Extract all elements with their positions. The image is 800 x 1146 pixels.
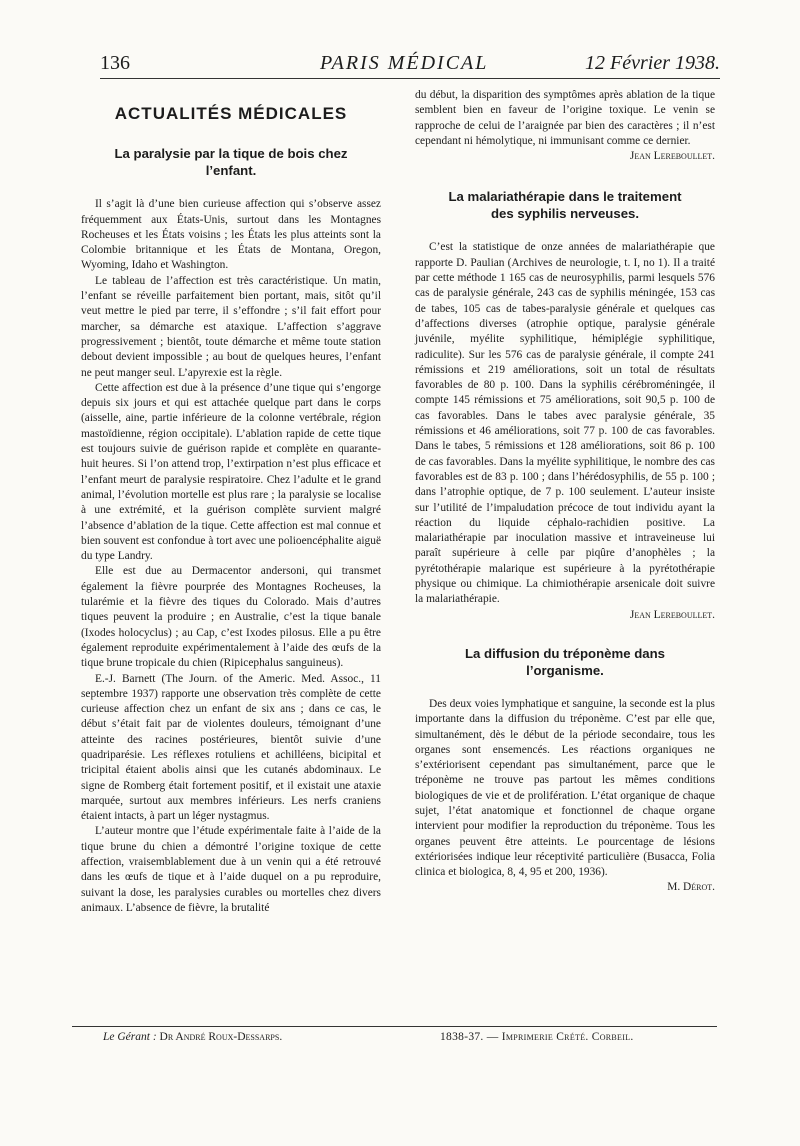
left-column bbox=[81, 88, 381, 916]
gerant-name: Dr André Roux-Dessarps. bbox=[159, 1031, 283, 1043]
footer-gerant bbox=[103, 1031, 282, 1043]
footer-imprint: 1838-37. — Imprimerie Crété. Corbeil. bbox=[440, 1031, 634, 1043]
author-signature: Jean Lereboullet. bbox=[629, 608, 715, 621]
paragraph: C’est la statistique de onze années de malariathérapie que rapporte D. Paulian (Archives de neurologie, t. I, no 1). Il a traité par cette méthode 1 165 cas de neurosyphilis, parmi lesquels 576 cas de paralysie générale, 243 cas de syphilis méningée, 153 cas de tabes, 105 cas de tabes-paralysie générale et quelques cas d’affections diverses (atrophie optique, paralysie générale juvénile, myélite syphilitique, hémiplégie syphilitique, radiculite). Sur les 576 cas de paralysie générale, il compte 241 rémissions et 219 améliorations, soit un total de résultats favorables de 80 p. 100. Dans la syphilis cérébroméningée, il compte 145 rémissions et 75 améliorations, soit 90,5 p. 100 de cas favorables. Dans le tabes avec paralysie générale, 35 rémissions et 46 améliorations, soit 77 p. 100 de cas favorables. Dans le tabes, 5 rémissions et 128 améliorations, soit 86 p. 100 de cas favorables. Dans la myélite syphilitique, le nombre des cas favorables est de 83 p. 100 ; dans l’hérédosyphilis, de 55 p. 100 ; dans l’atrophie optique, de 7 p. 100 seulement. L’auteur insiste sur l’utilité de l’impaludation précoce de tout individu ayant la réaction du liquide céphalo-rachidien positive. La malariathérapie par inoculation massive et intraveineuse lui paraît supérieure à celle par piqûre d’anophèles ; la pyrétothérapie malarique est supérieure à la pyrétothérapie physique ou chimique. La chimiothérapie arsenicale doit suivre la malariathérapie. bbox=[415, 241, 715, 606]
spacer bbox=[415, 164, 715, 188]
paragraph: Elle est due au Dermacentor andersoni, qui transmet également la fièvre pourprée des Montagnes Rocheuses, la tularémie et la fièvre des tiques du Colorado. Mais d’autres tiques peuvent la produire ; en Australie, c’est la tique banale (Ixodes holocyclus) ; au Cap, c’est Ixodes pilosus. Elle a pu être également reproduite expérimentalement à l’aide des œufs de la tique brune tropicale du chien (Ripicephalus sanguineus). bbox=[81, 565, 381, 670]
journal-title: PARIS MÉDICAL bbox=[320, 52, 489, 74]
header-rule bbox=[100, 78, 720, 79]
article-title-malariatherapy: La malariathérapie dans le traitement des syphilis nerveuses. bbox=[448, 189, 682, 222]
author-signature: Jean Lereboullet. bbox=[629, 150, 715, 163]
section-title: ACTUALITÉS MÉDICALES bbox=[114, 104, 348, 123]
page-number: 136 bbox=[100, 52, 130, 74]
author-signature: M. Dérot. bbox=[667, 881, 715, 894]
continued-paragraph: du début, la disparition des symptômes après ablation de la tique semblent bien en faveur de l’origine toxique. Le venin se rapproche de celui de l’araignée par bien des caractères ; il n’est cependant ni hémolytique, ni immunisant comme ce dernier. bbox=[415, 89, 715, 147]
paragraph: Cette affection est due à la présence d’une tique qui s’engorge depuis six jours et qui est attachée quelque part dans le corps (aisselle, aine, partie inférieure de la colonne vertébrale, région mastoïdienne, région occipitale). L’ablation rapide de cette tique est toujours suivie de guérison rapide et complète en quarante-huit heures. Si l’on attend trop, l’extirpation n’est plus efficace et l’enfant meurt de paralysie respiratoire. Chez l’adulte et le grand animal, l’évolution mortelle est plus rare ; la paralysie se localise à une extrémité, et la guérison complète survient malgré l’absence d’ablation de la tique. Cette affection est mal connue et bien souvent est confondue à tort avec une polioencéphalite aiguë du type Landry. bbox=[81, 381, 381, 563]
issue-date: 12 Février 1938. bbox=[585, 52, 720, 74]
paragraph: L’auteur montre que l’étude expérimentale faite à l’aide de la tique brune du chien a démontré l’origine toxique de cette affection, vraisemblablement due à un venin qui a été retrouvé dans les œufs de tique et à l’aide duquel on a pu reproduire, suivant la dose, les paralysies curables ou mortelles chez divers animaux. L’absence de fièvre, la brutalité bbox=[81, 825, 381, 914]
article-title-treponeme: La diffusion du tréponème dans l’organisme. bbox=[464, 645, 666, 678]
spacer bbox=[415, 623, 715, 645]
article-title-tick-paralysis: La paralysie par la tique de bois chez l’enfant. bbox=[114, 146, 348, 179]
paragraph: E.-J. Barnett (The Journ. of the Americ. Med. Assoc., 11 septembre 1937) rapporte une observation très complète de cette curieuse affection chez un enfant de six ans ; dans ce cas, le début s’était fait par de violentes douleurs, témoignant d’une atteinte des racines postérieures, bientôt suivie d’une quadriparésie. Les réflexes rotuliens et achilléens, bicipital et tricipital étaient abolis ainsi que les cutanés abdominaux. Le signe de Romberg était fortement positif, et il existait une ataxie marquée, surtout aux membres inférieurs. Les nerfs craniens étaient intacts, à part un léger nystagmus. bbox=[81, 672, 381, 823]
footer-rule bbox=[72, 1026, 717, 1027]
paragraph: Des deux voies lymphatique et sanguine, la seconde est la plus importante dans la diffusion du tréponème. C’est par elle que, simultanément, dès le début de la période secondaire, tous les organes sont ensemencés. Les réactions organiques ne s’extériorisent cependant pas simultanément, parce que le tréponème ne trouve pas partout les mêmes conditions biologiques de vie et de prolifération. L’état organique de chaque sujet, l’état anatomique et fonctionnel de chaque organe intervient pour modifier la reproduction du tréponème. Tous les organes peuvent être atteints. Le pourcentage de lésions extériorisées indique leur réceptivité particulière (Busacca, Folia clinica et biologica, 8, 4, 95 et 200, 1936). bbox=[415, 697, 715, 879]
page-header bbox=[100, 52, 720, 76]
gerant-label: Le Gérant : bbox=[103, 1031, 157, 1043]
paragraph: Le tableau de l’affection est très caractéristique. Un matin, l’enfant se réveille parfaitement bien portant, mais, sitôt qu’il veut mettre le pied par terre, il s’effondre ; s’il fait effort pour marcher, sa démarche est ataxique. L’affection s’aggrave progressivement ; bientôt, toute démarche et même toute station debout devient impossible ; au bout de quelques heures, l’enfant ne peut manger seul. L’apyrexie est la règle. bbox=[81, 274, 381, 379]
paragraph: Il s’agit là d’une bien curieuse affection qui s’observe assez fréquemment aux États-Unis, surtout dans les Montagnes Rocheuses et les États voisins ; les États les plus atteints sont la Colombie britannique et les États de Montana, Oregon, Wyoming, Idaho et Washington. bbox=[81, 198, 381, 272]
right-column bbox=[415, 88, 715, 896]
